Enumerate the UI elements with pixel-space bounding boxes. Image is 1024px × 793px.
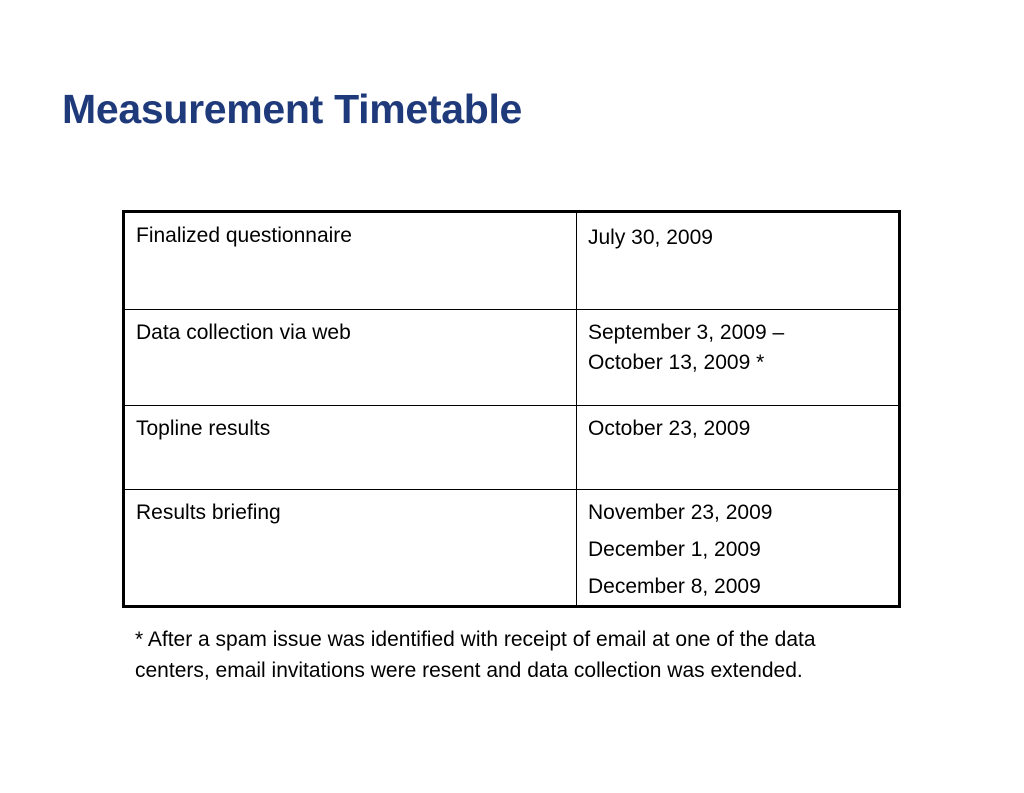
date-line: September 3, 2009 – xyxy=(588,321,785,344)
date-line: December 8, 2009 xyxy=(588,575,761,598)
date-line: December 1, 2009 xyxy=(588,538,761,561)
task-cell: Results briefing xyxy=(124,490,577,607)
date-cell xyxy=(577,406,900,490)
date-cell xyxy=(577,212,900,310)
task-cell: Topline results xyxy=(124,406,577,490)
date-line: November 23, 2009 xyxy=(588,501,773,524)
table-row xyxy=(124,212,900,310)
footnote: * After a spam issue was identified with receipt of email at one of the data centers, email invitations were resent and data collection was extended. xyxy=(135,628,816,682)
slide-title: Measurement Timetable xyxy=(62,86,523,132)
task-cell: Finalized questionnaire xyxy=(124,212,577,310)
table-row xyxy=(124,310,900,406)
date-list xyxy=(588,494,887,605)
date-line: October 13, 2009 * xyxy=(588,351,765,374)
table-row xyxy=(124,490,900,607)
task-cell: Data collection via web xyxy=(124,310,577,406)
date-cell xyxy=(577,490,900,607)
date-line: October 23, 2009 xyxy=(588,417,751,440)
timetable xyxy=(122,210,901,608)
date-line: July 30, 2009 xyxy=(588,226,713,249)
table-row xyxy=(124,406,900,490)
date-cell xyxy=(577,310,900,406)
